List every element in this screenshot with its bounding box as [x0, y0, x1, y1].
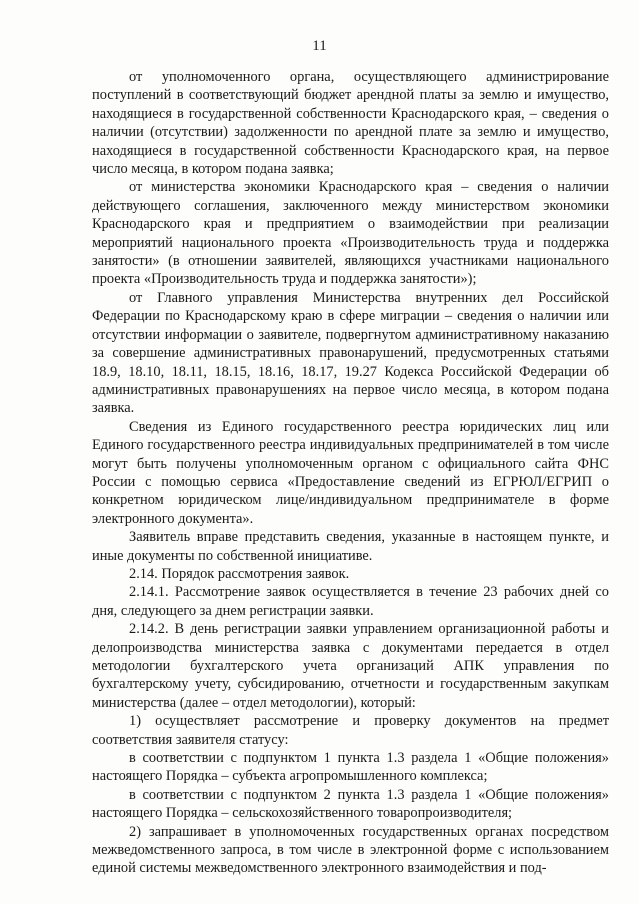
paragraph-item-1-sub-2: в соответствии с подпунктом 2 пункта 1.3 раздела 1 «Общие положения» настоящего Порядка – сельскохозяйственного товаропроизводителя; — [92, 786, 609, 822]
paragraph-item-1: 1) осуществляет рассмотрение и проверку документов на предмет соответствия заявителя статусу: — [92, 713, 609, 748]
paragraph-item-2: 2) запрашивает в уполномоченных государственных органах посредством межведомственного запроса, в том числе в электронной форме с использованием единой системы межведомственного электронного взаимодействия и под- — [92, 823, 609, 877]
paragraph-item-1-sub-1: в соответствии с подпунктом 1 пункта 1.3 раздела 1 «Общие положения» настоящего Порядка – субъекта агропромышленного комплекса; — [92, 750, 609, 785]
page-number: 11 — [312, 38, 327, 54]
paragraph-2-14-1: 2.14.1. Рассмотрение заявок осуществляется в течение 23 рабочих дней со дня, следующего за днем регистрации заявки. — [92, 584, 609, 619]
paragraph-tax-debt-source: от уполномоченного органа, осуществляющего администрирование поступлений в соответствующий бюджет арендной платы за землю и имущество, находящиеся в государственной собственности Краснодарского края, – сведения о наличии (отсутствии) задолженности по арендной плате за землю и имущество, находящиеся в государственной собственности Краснодарского края, на первое число месяца, в котором подана заявка; — [92, 69, 609, 178]
paragraph-migration-source: от Главного управления Министерства внутренних дел Российской Федерации по Краснодарскому краю в сфере миграции – сведения о наличии или отсутствии информации о заявителе, подвергнутом административному наказанию за совершение административных правонарушений, предусмотренных статьями 18.9, 18.10, 18.11, 18.15, 18.16, 18.17, 19.27 Кодекса Российской Федерации об административных правонарушениях на первое число месяца, в котором подана заявка. — [92, 289, 609, 417]
paragraph-egrul-egrip: Сведения из Единого государственного реестра юридических лиц или Единого государственного реестра индивидуальных предпринимателей в том числе могут быть получены уполномоченным органом с официального сайта ФНС России с помощью сервиса «Предоставление сведений из ЕГРЮЛ/ЕГРИП о конкретном юридическом лице/индивидуальном предпринимателе в форме электронного документа». — [92, 418, 609, 527]
document-body — [92, 68, 609, 878]
paragraph-2-14-heading: 2.14. Порядок рассмотрения заявок. — [129, 565, 350, 582]
paragraph-economy-ministry-source: от министерства экономики Краснодарского края – сведения о наличии действующего соглашения, заключенного между министерством экономики Краснодарского края и предприятием о взаимодействии при реализации мероприятий национального проекта «Производительность труда и поддержка занятости» (в отношении заявителей, являющихся участниками национального проекта «Производительность труда и поддержка занятости»); — [92, 179, 609, 288]
paragraph-own-initiative: Заявитель вправе представить сведения, указанные в настоящем пункте, и иные документы по собственной инициативе. — [92, 529, 609, 564]
paragraph-2-14-2: 2.14.2. В день регистрации заявки управлением организационной работы и делопроизводства министерства заявка с документами передается в отдел методологии бухгалтерского учета организаций АПК управления по бухгалтерскому учету, субсидированию, отчетности и государственным закупкам министерства (далее – отдел методологии), который: — [92, 621, 609, 711]
